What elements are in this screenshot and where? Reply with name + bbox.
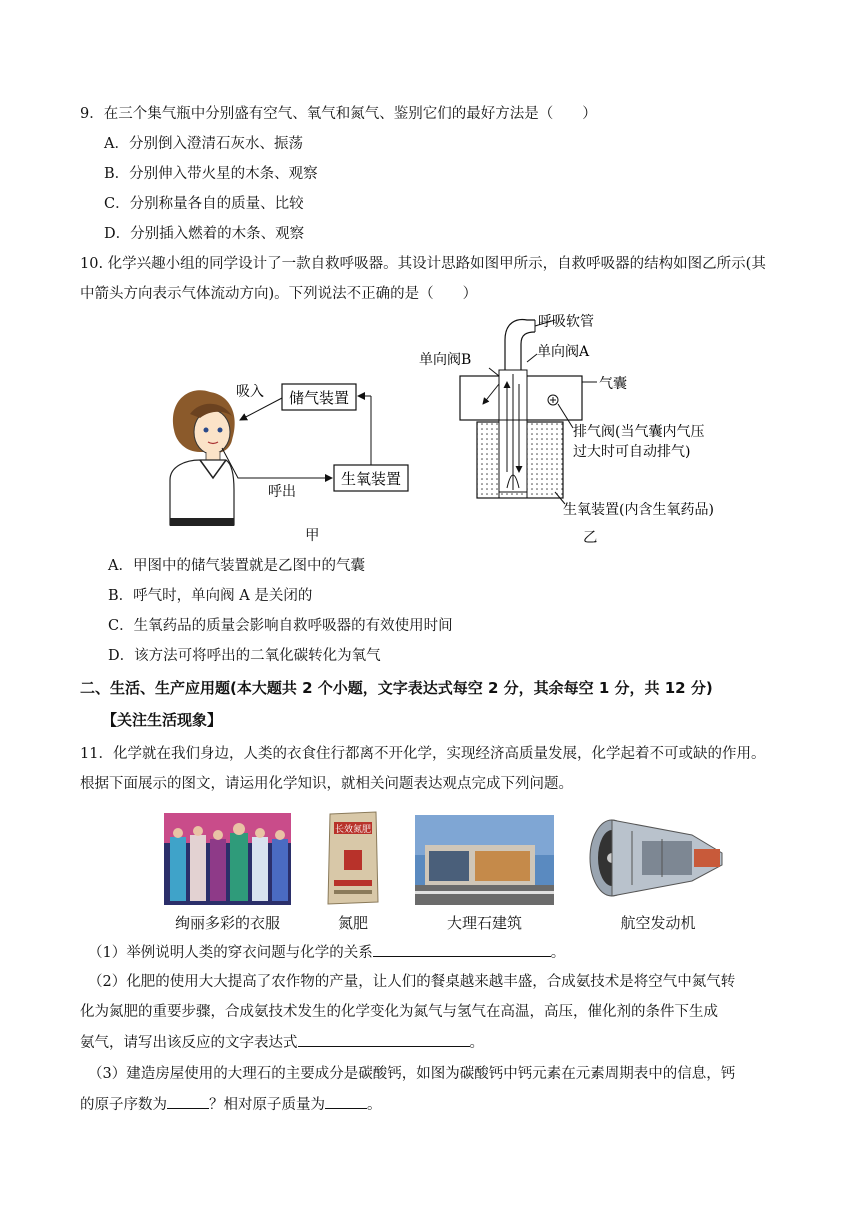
fertilizer-bag-photo: [326, 810, 380, 906]
inhale-label: 吸入: [236, 384, 264, 400]
section-subtitle: 【关注生活现象】: [102, 711, 223, 729]
fertilizer-bag-text: 长效氮肥: [334, 825, 372, 835]
q10-stem-line2: 中箭头方向表示气体流动方向)。下列说法不正确的是（ ）: [80, 286, 478, 302]
caption-marble: 大理石建筑: [446, 914, 522, 932]
q11-part2-end: 。: [469, 1035, 484, 1051]
q11-part2-line1: （2）化肥的使用大大提高了农作物的产量，让人们的餐桌越来越丰盛，合成氨技术是将空气中氮气转: [88, 974, 736, 990]
caption-fertilizer: 氮肥: [337, 914, 368, 932]
q10-option-a: A．甲图中的储气装置就是乙图中的气囊: [108, 558, 365, 574]
q10-option-c: C．生氧药品的质量会影响自救呼吸器的有效使用时间: [108, 618, 453, 634]
q11-part1: [88, 942, 565, 963]
q10-option-d: D．该方法可将呼出的二氧化碳转化为氧气: [108, 648, 381, 664]
jet-engine-photo: [582, 813, 730, 903]
q11-atomic-mass-blank[interactable]: [325, 1094, 367, 1109]
figure-yi-caption: 乙: [583, 530, 598, 546]
q11-part3-text-a: 的原子序数为: [80, 1097, 167, 1113]
q11-part3-line1: （3）建造房屋使用的大理石的主要成分是碳酸钙，如图为碳酸钙中钙元素在元素周期表中的信息，钙: [88, 1066, 736, 1082]
q11-part3-text-b: ？相对原子质量为: [209, 1097, 325, 1113]
q10-option-b: B．呼气时，单向阀 A 是关闭的: [108, 588, 313, 604]
figure-yi: [415, 312, 745, 522]
storage-device-label: 储气装置: [288, 389, 350, 407]
marble-building-photo: [415, 815, 554, 905]
figure-jia: [160, 370, 420, 545]
section-title: 二、生活、生产应用题(本大题共 2 个小题，文字表达式每空 2 分，其余每空 1 分，共 12 分): [80, 679, 713, 697]
tube-label: 呼吸软管: [538, 314, 594, 330]
q9-option-c: C．分别称量各自的质量、比较: [104, 196, 304, 212]
figure-jia-caption: 甲: [305, 528, 320, 544]
q11-part3-line2: [80, 1094, 382, 1115]
q11-part1-end: 。: [550, 945, 566, 961]
q11-part2-line2: 化为氮肥的重要步骤，合成氨技术发生的化学变化为氮气与氢气在高温，高压，催化剂的条件下生成: [80, 1004, 718, 1020]
q10-stem-line1: 10. 化学兴趣小组的同学设计了一款自救呼吸器。其设计思路如图甲所示，自救呼吸器的结构如图乙所示(其: [80, 256, 766, 272]
q9-option-b: B．分别伸入带火星的木条、观察: [104, 166, 318, 182]
q9-stem: 9．在三个集气瓶中分别盛有空气、氧气和氮气、鉴别它们的最好方法是（ ）: [80, 106, 597, 122]
valve-b-label: 单向阀B: [419, 352, 472, 368]
q11-atomic-number-blank[interactable]: [167, 1094, 209, 1109]
person-illustration: [170, 390, 235, 526]
q11-part1-answer-blank[interactable]: [373, 942, 551, 957]
q9-option-d: D．分别插入燃着的木条、观察: [104, 226, 305, 242]
caption-engine: 航空发动机: [620, 914, 696, 932]
exhale-label: 呼出: [268, 484, 296, 500]
clothes-photo: [164, 813, 291, 905]
caption-clothes: 绚丽多彩的衣服: [174, 914, 280, 932]
q11-part1-text: （1）举例说明人类的穿衣问题与化学的关系: [88, 945, 373, 961]
airbag-label: 气囊: [599, 376, 627, 392]
q11-stem-line2: 根据下面展示的图文，请运用化学知识，就相关问题表达观点完成下列问题。: [80, 776, 573, 792]
q11-part2-line3: [80, 1032, 484, 1053]
exhaust-valve-label-1: 排气阀(当气囊内气压: [573, 424, 705, 440]
valve-a-label: 单向阀A: [537, 344, 590, 360]
q9-option-a: A．分别倒入澄清石灰水、振荡: [104, 136, 303, 152]
q11-stem-line1: 11．化学就在我们身边，人类的衣食住行都离不开化学，实现经济高质量发展，化学起着不可或缺的作用。: [80, 746, 766, 762]
generator-label: 生氧装置(内含生氧药品): [563, 502, 714, 518]
q11-part3-end: 。: [367, 1097, 382, 1113]
oxygen-generator-label: 生氧装置: [340, 470, 402, 488]
exhaust-valve-label-2: 过大时可自动排气): [573, 444, 691, 460]
q11-part2-answer-blank[interactable]: [298, 1032, 470, 1047]
q11-part2-text: 氨气，请写出该反应的文字表达式: [80, 1035, 298, 1051]
